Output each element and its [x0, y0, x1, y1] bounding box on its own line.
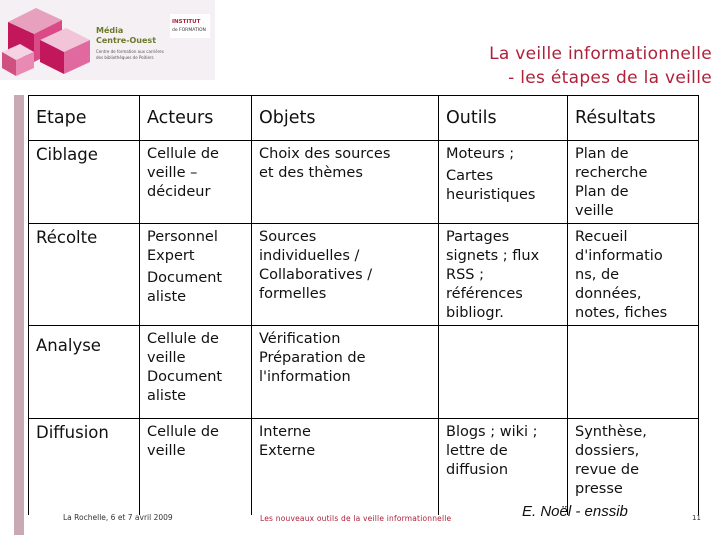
cell-line: signets ; flux — [446, 248, 540, 264]
outils-cell — [439, 141, 568, 224]
logo-graphic — [0, 0, 215, 80]
slide-title-line2: - les étapes de la veille — [508, 68, 712, 88]
slide-title-line1: La veille informationnelle — [489, 44, 712, 64]
cell-line: Collaboratives / — [259, 267, 373, 283]
cell-line: Vérification — [259, 331, 341, 347]
acteurs-cell — [140, 224, 252, 326]
stage-cell: Analyse — [29, 326, 140, 419]
slide-title — [352, 42, 712, 90]
cell-line: veille — [147, 350, 186, 366]
cell-line: formelles — [259, 286, 327, 302]
cell-line: Plan de — [575, 184, 629, 200]
stage-cell: Diffusion — [29, 419, 140, 516]
header-objets: Objets — [252, 96, 439, 141]
cell-line: diffusion — [446, 462, 509, 478]
cell-line: Partages — [446, 229, 510, 245]
page-number: 11 — [692, 514, 701, 522]
cell-line: l'information — [259, 369, 351, 385]
logo-tagline-line2: des bibliothèques de Poitiers — [96, 55, 154, 60]
cell-line: notes, fiches — [575, 305, 668, 321]
outils-cell — [439, 326, 568, 419]
stage-cell: Ciblage — [29, 141, 140, 224]
table-row — [29, 419, 699, 516]
cell-line: bibliogr. — [446, 305, 504, 321]
outils-cell — [439, 419, 568, 516]
cell-line: Choix des sources — [259, 146, 391, 162]
cell-line: Blogs ; wiki ; — [446, 424, 538, 440]
header-acteurs: Acteurs — [140, 96, 252, 141]
table-row — [29, 224, 699, 326]
footer-date: La Rochelle, 6 et 7 avril 2009 — [63, 513, 173, 522]
resultats-cell — [568, 326, 699, 419]
table-row — [29, 141, 699, 224]
cell-line: et des thèmes — [259, 165, 363, 181]
objets-cell — [252, 326, 439, 419]
acteurs-cell — [140, 141, 252, 224]
cell-line: aliste — [147, 289, 187, 305]
resultats-cell — [568, 419, 699, 516]
cell-line: aliste — [147, 388, 187, 404]
cell-line: veille — [575, 203, 614, 219]
cell-line: Cellule de — [147, 424, 219, 440]
stage-cell: Récolte — [29, 224, 140, 326]
header-resultats: Résultats — [568, 96, 699, 141]
cell-line: RSS ; — [446, 267, 484, 283]
cell-line: Expert — [147, 248, 195, 264]
cell-line: Interne — [259, 424, 311, 440]
cell-line: heuristiques — [446, 187, 536, 203]
cell-line: Externe — [259, 443, 316, 459]
cell-line: d'informatio — [575, 248, 663, 264]
objets-cell — [252, 224, 439, 326]
objets-cell — [252, 141, 439, 224]
partner-logo-line1: INSTITUT — [172, 19, 201, 25]
logo-org-line1: Média — [96, 26, 124, 35]
table-header-row — [29, 96, 699, 141]
objets-cell — [252, 419, 439, 516]
cell-line: revue de — [575, 462, 639, 478]
footer-author: E. Noël - enssib — [522, 503, 628, 520]
cell-line: Document — [147, 270, 223, 286]
cell-line: veille – — [147, 165, 198, 181]
cell-line: Document — [147, 369, 223, 385]
cell-line: Synthèse, — [575, 424, 647, 440]
cell-line: Cellule de — [147, 331, 219, 347]
veille-stages-table — [28, 95, 699, 515]
acteurs-cell — [140, 419, 252, 516]
logo-tagline-line1: Centre de formation aux carrières — [96, 49, 164, 54]
header-outils: Outils — [439, 96, 568, 141]
acteurs-cell — [140, 326, 252, 419]
cell-line: données, — [575, 286, 642, 302]
cell-line: Moteurs ; — [446, 146, 515, 162]
resultats-cell — [568, 224, 699, 326]
media-centre-ouest-logo — [0, 0, 215, 80]
cell-line: Personnel — [147, 229, 218, 245]
cell-line: références — [446, 286, 523, 302]
footer-presentation-title: Les nouveaux outils de la veille informationnelle — [260, 514, 452, 523]
cell-line: décideur — [147, 184, 211, 200]
outils-cell — [439, 224, 568, 326]
table-row — [29, 326, 699, 419]
cell-line: Préparation de — [259, 350, 366, 366]
cell-line: veille — [147, 443, 186, 459]
cell-line: individuelles / — [259, 248, 360, 264]
cell-line: lettre de — [446, 443, 508, 459]
header-etape: Etape — [29, 96, 140, 141]
logo-org-line2: Centre-Ouest — [96, 36, 157, 45]
cell-line: ns, de — [575, 267, 620, 283]
cell-line: recherche — [575, 165, 648, 181]
resultats-cell — [568, 141, 699, 224]
cell-line: Cellule de — [147, 146, 219, 162]
partner-logo-line2: de FORMATION — [172, 28, 206, 33]
cell-line: Cartes — [446, 168, 494, 184]
cell-line: dossiers, — [575, 443, 640, 459]
cell-line: presse — [575, 481, 623, 497]
cell-line: Sources — [259, 229, 317, 245]
left-accent-bar — [14, 95, 24, 535]
cell-line: Recueil — [575, 229, 628, 245]
cell-line: Plan de — [575, 146, 629, 162]
